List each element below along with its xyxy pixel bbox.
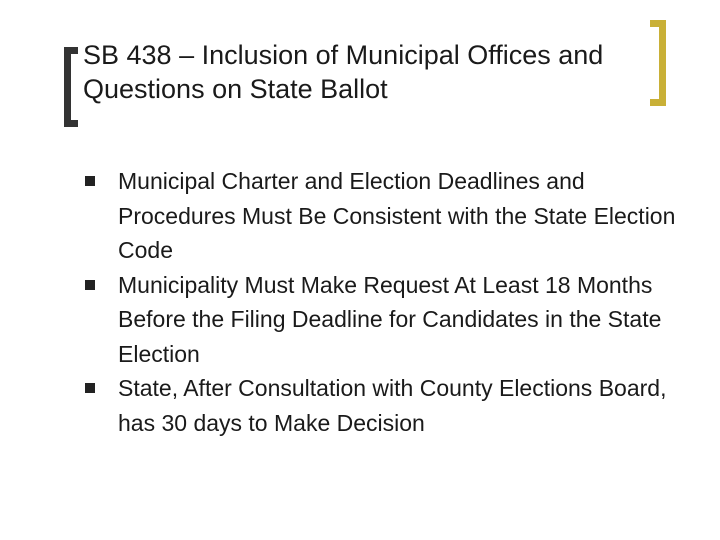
bullet-text: State, After Consultation with County Elections Board, has 30 days to Make Decision (118, 375, 667, 436)
bullet-item (85, 371, 685, 440)
square-bullet-icon (85, 176, 95, 186)
right-bracket-decoration (650, 20, 666, 106)
square-bullet-icon (85, 280, 95, 290)
slide-title: SB 438 – Inclusion of Municipal Offices and Questions on State Ballot (83, 40, 604, 104)
bullet-list (85, 164, 685, 440)
bullet-text: Municipal Charter and Election Deadlines and Procedures Must Be Consistent with the State Election Code (118, 168, 676, 263)
bullet-text: Municipality Must Make Request At Least 18 Months Before the Filing Deadline for Candidates in the State Election (118, 271, 662, 367)
bullet-item (85, 268, 685, 372)
left-bracket-decoration (64, 47, 78, 127)
square-bullet-icon (85, 383, 95, 393)
bullet-item (85, 164, 685, 268)
